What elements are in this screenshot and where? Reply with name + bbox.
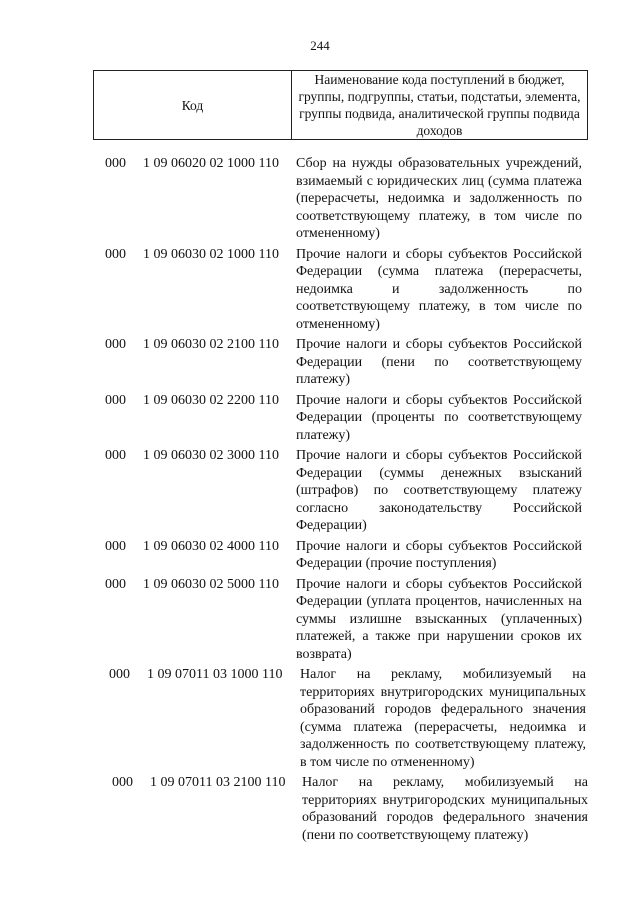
revenue-code: 1 09 07011 03 1000 110	[147, 667, 283, 682]
admin-code: 000	[105, 448, 126, 463]
revenue-name: Налог на рекламу, мобилизуемый на территориях внутригородских муниципальных образований городов федерального значения (сумма платежа (перерасчеты, недоимка и задолженность по соответствующему платежу, в том числе по отмененному)	[300, 667, 586, 770]
revenue-code: 1 09 07011 03 2100 110	[150, 775, 286, 790]
table-row	[0, 246, 640, 334]
table-row	[0, 155, 640, 243]
revenue-code: 1 09 06030 02 2100 110	[143, 337, 279, 352]
revenue-code: 1 09 06030 02 1000 110	[143, 246, 279, 262]
admin-code: 000	[105, 538, 126, 554]
admin-code: 000	[105, 156, 126, 171]
admin-code: 000	[105, 246, 126, 262]
revenue-name: Сбор на нужды образовательных учреждений, взимаемый с юридических лиц (сумма платежа (перерасчеты, недоимка и задолженность по соответствующему платежу, в том числе по отмененному)	[296, 156, 582, 241]
admin-code: 000	[109, 667, 130, 682]
admin-code: 000	[112, 775, 133, 790]
table-header	[93, 70, 588, 140]
revenue-code: 1 09 06030 02 2200 110	[143, 392, 279, 408]
table-row	[0, 666, 640, 771]
revenue-name: Прочие налоги и сборы субъектов Российской Федерации (проценты по соответствующему платежу)	[296, 392, 582, 443]
revenue-name: Прочие налоги и сборы субъектов Российской Федерации (сумма платежа (перерасчеты, недоимка и задолженность по соответствующему платежу, в том числе по отмененному)	[296, 246, 582, 332]
revenue-name: Прочие налоги и сборы субъектов Российской Федерации (прочие поступления)	[296, 538, 582, 571]
revenue-name: Прочие налоги и сборы субъектов Российской Федерации (уплата процентов, начисленных на суммы излишне взысканных (уплаченных) платежей, а также при нарушении сроков их возврата)	[296, 576, 582, 662]
table-row	[0, 336, 640, 389]
table-row	[0, 538, 640, 573]
admin-code: 000	[105, 576, 126, 592]
admin-code: 000	[105, 392, 126, 408]
revenue-name: Прочие налоги и сборы субъектов Российской Федерации (пени по соответствующему платежу)	[296, 337, 582, 387]
name-column-header: Наименование кода поступлений в бюджет, группы, подгруппы, статьи, подстатьи, элемента, группы подвида, аналитической группы подвида доходов	[292, 71, 588, 140]
revenue-code: 1 09 06030 02 3000 110	[143, 448, 279, 463]
code-column-header: Код	[94, 71, 292, 140]
revenue-code: 1 09 06030 02 4000 110	[143, 538, 279, 554]
revenue-codes-list	[0, 155, 640, 844]
page-number: 244	[310, 38, 330, 53]
revenue-code: 1 09 06030 02 5000 110	[143, 576, 279, 592]
table-row	[0, 447, 640, 535]
revenue-name: Налог на рекламу, мобилизуемый на территориях внутригородских муниципальных образований городов федерального значения (пени по соответствующему платежу)	[302, 775, 588, 843]
revenue-name: Прочие налоги и сборы субъектов Российской Федерации (суммы денежных взысканий (штрафов) по соответствующему платежу согласно законодательству Российской Федерации)	[296, 448, 582, 533]
table-row	[0, 576, 640, 664]
admin-code: 000	[105, 337, 126, 352]
table-row	[0, 774, 640, 844]
revenue-code: 1 09 06020 02 1000 110	[143, 156, 279, 171]
table-row	[0, 392, 640, 445]
